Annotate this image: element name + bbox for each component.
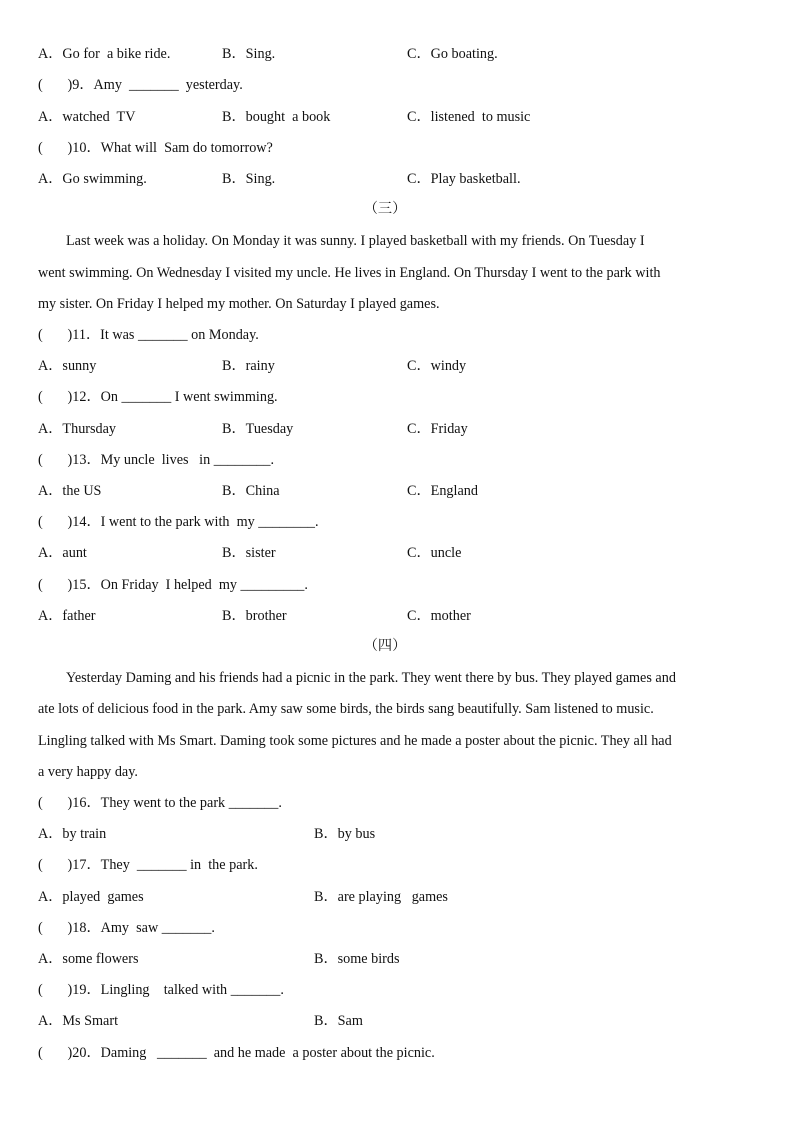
q12-option-c: C．Friday [407,421,468,437]
question-12: ( )12．On _______ I went swimming. [38,389,278,405]
section-3-passage-line-1: Last week was a holiday. On Monday it was sunny. I played basketball with my friends. On Tuesday I [66,233,645,249]
q16-option-a: A．by train [38,826,107,842]
q14-option-c: C．uncle [407,545,462,561]
section-4-title: （四） [363,638,407,654]
section-3-passage-line-2: went swimming. On Wednesday I visited my uncle. He lives in England. On Thursday I went to the park with [38,265,661,281]
q12-option-b: B．Tuesday [222,421,294,437]
q14-option-a: A．aunt [38,545,87,561]
question-11: ( )11．It was _______ on Monday. [38,327,259,343]
q18-option-b: B．some birds [314,951,400,967]
question-16: ( )16．They went to the park _______. [38,795,282,811]
section-4-passage-line-4: a very happy day. [38,764,138,780]
q13-option-b: B．China [222,483,280,499]
question-19: ( )19．Lingling talked with _______. [38,982,284,998]
question-15: ( )15．On Friday I helped my _________. [38,577,308,593]
question-13: ( )13．My uncle lives in ________. [38,452,275,468]
q9-option-a: A．watched TV [38,109,136,125]
q9-option-c: C．listened to music [407,109,531,125]
question-17: ( )17．They _______ in the park. [38,857,258,873]
q9-option-b: B．bought a book [222,109,331,125]
section-3-title: （三） [363,201,407,217]
q14-option-b: B．sister [222,545,276,561]
q15-option-a: A．father [38,608,96,624]
q15-option-c: C．mother [407,608,471,624]
section-4-passage-line-1: Yesterday Daming and his friends had a picnic in the park. They went there by bus. They played games and [66,670,676,686]
q15-option-b: B．brother [222,608,287,624]
section-4-passage-line-2: ate lots of delicious food in the park. Amy saw some birds, the birds sang beautifully. Sam listened to music. [38,701,654,717]
q8-option-c: C．Go boating. [407,46,498,62]
q11-option-b: B．rainy [222,358,275,374]
q10-option-b: B．Sing. [222,171,276,187]
q8-option-a: A．Go for a bike ride. [38,46,171,62]
q13-option-a: A．the US [38,483,102,499]
section-3-passage-line-3: my sister. On Friday I helped my mother. On Saturday I played games. [38,296,440,312]
q10-option-a: A．Go swimming. [38,171,147,187]
question-18: ( )18．Amy saw _______. [38,920,215,936]
q18-option-a: A．some flowers [38,951,139,967]
q11-option-c: C．windy [407,358,467,374]
q19-option-a: A．Ms Smart [38,1013,119,1029]
question-20: ( )20．Daming _______ and he made a poster about the picnic. [38,1045,435,1061]
q8-option-b: B．Sing. [222,46,276,62]
q17-option-b: B．are playing games [314,889,448,905]
q17-option-a: A．played games [38,889,144,905]
question-14: ( )14．I went to the park with my ________. [38,514,319,530]
q11-option-a: A．sunny [38,358,97,374]
section-4-passage-line-3: Lingling talked with Ms Smart. Daming took some pictures and he made a poster about the picnic. They all had [38,733,672,749]
question-10: ( )10．What will Sam do tomorrow? [38,140,273,156]
q19-option-b: B．Sam [314,1013,363,1029]
q10-option-c: C．Play basketball. [407,171,521,187]
question-9: ( )9．Amy _______ yesterday. [38,77,243,93]
q12-option-a: A．Thursday [38,421,117,437]
q13-option-c: C．England [407,483,478,499]
q16-option-b: B．by bus [314,826,376,842]
